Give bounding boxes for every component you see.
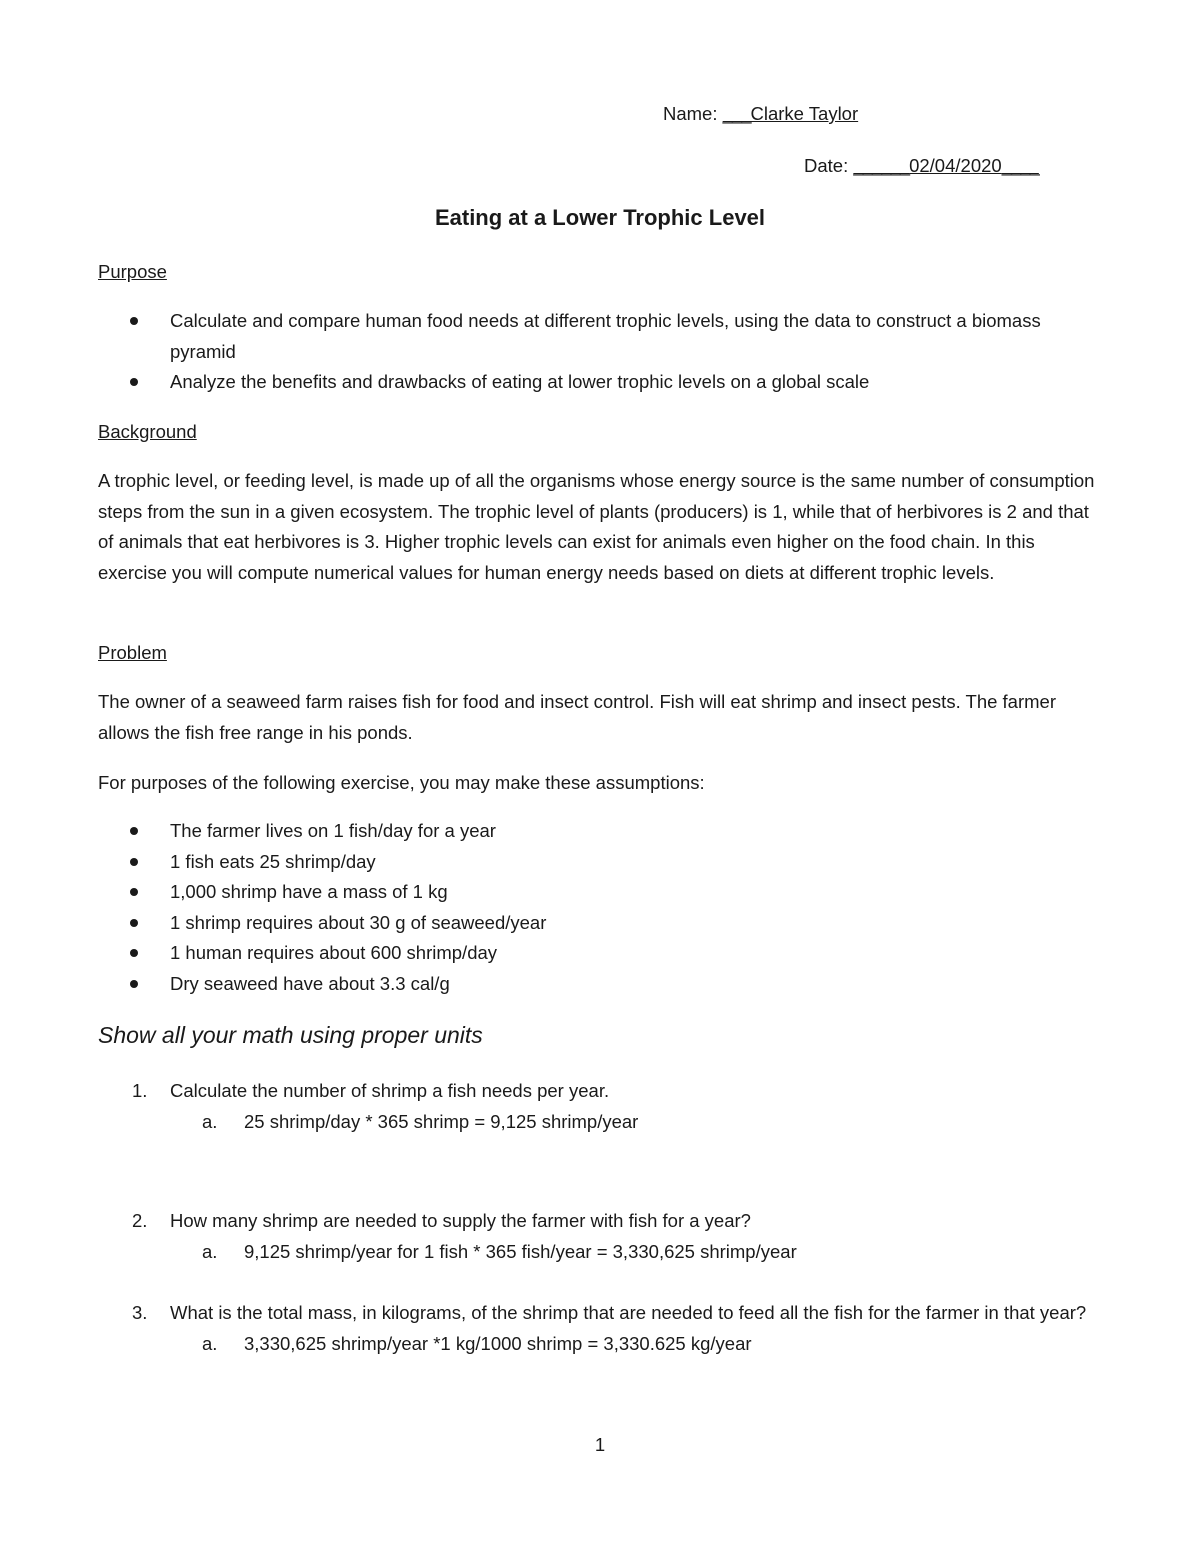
- question-3: [98, 1298, 1108, 1359]
- date-suffix-blank: ____: [1001, 155, 1039, 176]
- answer-text: 3,330,625 shrimp/year *1 kg/1000 shrimp = 3,330.625 kg/year: [244, 1332, 752, 1354]
- problem-paragraph: The owner of a seaweed farm raises fish for food and insect control. Fish will eat shrimp and insect pests. The farmer allows the fish free range in his ponds.: [98, 691, 1056, 743]
- purpose-list: [98, 306, 1110, 398]
- assumptions-intro: For purposes of the following exercise, you may make these assumptions:: [98, 772, 705, 793]
- list-item: Calculate and compare human food needs at different trophic levels, using the data to construct a biomass pyramid: [98, 306, 1110, 367]
- answer-text: 9,125 shrimp/year for 1 fish * 365 fish/year = 3,330,625 shrimp/year: [244, 1240, 797, 1262]
- page-title: Eating at a Lower Trophic Level: [434, 205, 766, 230]
- question-text: Calculate the number of shrimp a fish needs per year.: [170, 1080, 610, 1101]
- question-number: 3.: [132, 1302, 148, 1323]
- name-value: Clarke Taylor: [750, 103, 859, 124]
- problem-heading: Problem: [98, 642, 167, 663]
- answer-label: a.: [202, 1110, 218, 1132]
- answer: [202, 1237, 1108, 1268]
- name-prefix-blank: ___: [722, 103, 751, 124]
- background-heading: Background: [98, 421, 197, 442]
- answer: [202, 1329, 1108, 1360]
- question-1: [98, 1076, 1108, 1137]
- date-blank: [853, 155, 1038, 176]
- list-item: Dry seaweed have about 3.3 cal/g: [98, 969, 546, 1000]
- name-label: Name:: [663, 103, 718, 124]
- list-item: 1,000 shrimp have a mass of 1 kg: [98, 877, 546, 908]
- date-value: 02/04/2020: [909, 155, 1002, 176]
- date-line: [804, 155, 1039, 177]
- date-label: Date:: [804, 155, 849, 176]
- date-prefix-blank: ______: [853, 155, 910, 176]
- list-item: 1 fish eats 25 shrimp/day: [98, 847, 546, 878]
- question-number: 1.: [132, 1080, 148, 1101]
- answer-label: a.: [202, 1332, 218, 1354]
- question-number: 2.: [132, 1210, 148, 1231]
- assumptions-list: [98, 816, 546, 999]
- name-line: [663, 103, 858, 125]
- instructions-heading: Show all your math using proper units: [98, 1022, 483, 1048]
- answer-label: a.: [202, 1240, 218, 1262]
- question-2: [98, 1206, 1108, 1267]
- page-number: 1: [594, 1434, 606, 1455]
- purpose-heading: Purpose: [98, 261, 167, 282]
- list-item: Analyze the benefits and drawbacks of eating at lower trophic levels on a global scale: [98, 367, 1110, 398]
- list-item: 1 human requires about 600 shrimp/day: [98, 938, 546, 969]
- list-item: The farmer lives on 1 fish/day for a year: [98, 816, 546, 847]
- name-blank: [723, 103, 859, 124]
- answer-text: 25 shrimp/day * 365 shrimp = 9,125 shrimp/year: [244, 1110, 639, 1132]
- answer: [202, 1107, 1108, 1138]
- question-text: How many shrimp are needed to supply the farmer with fish for a year?: [170, 1210, 751, 1231]
- background-paragraph: A trophic level, or feeding level, is made up of all the organisms whose energy source is the same number of consumption steps from the sun in a given ecosystem. The trophic level of plants (producers) is 1, while that of herbivores is 2 and that of animals that eat herbivores is 3. Higher trophic levels can exist for animals even higher on the food chain. In this exercise you will compute numerical values for human energy needs based on diets at different trophic levels.: [98, 470, 1095, 583]
- list-item: 1 shrimp requires about 30 g of seaweed/year: [98, 908, 546, 939]
- question-text: What is the total mass, in kilograms, of the shrimp that are needed to feed all the fish for the farmer in that year?: [170, 1302, 1087, 1323]
